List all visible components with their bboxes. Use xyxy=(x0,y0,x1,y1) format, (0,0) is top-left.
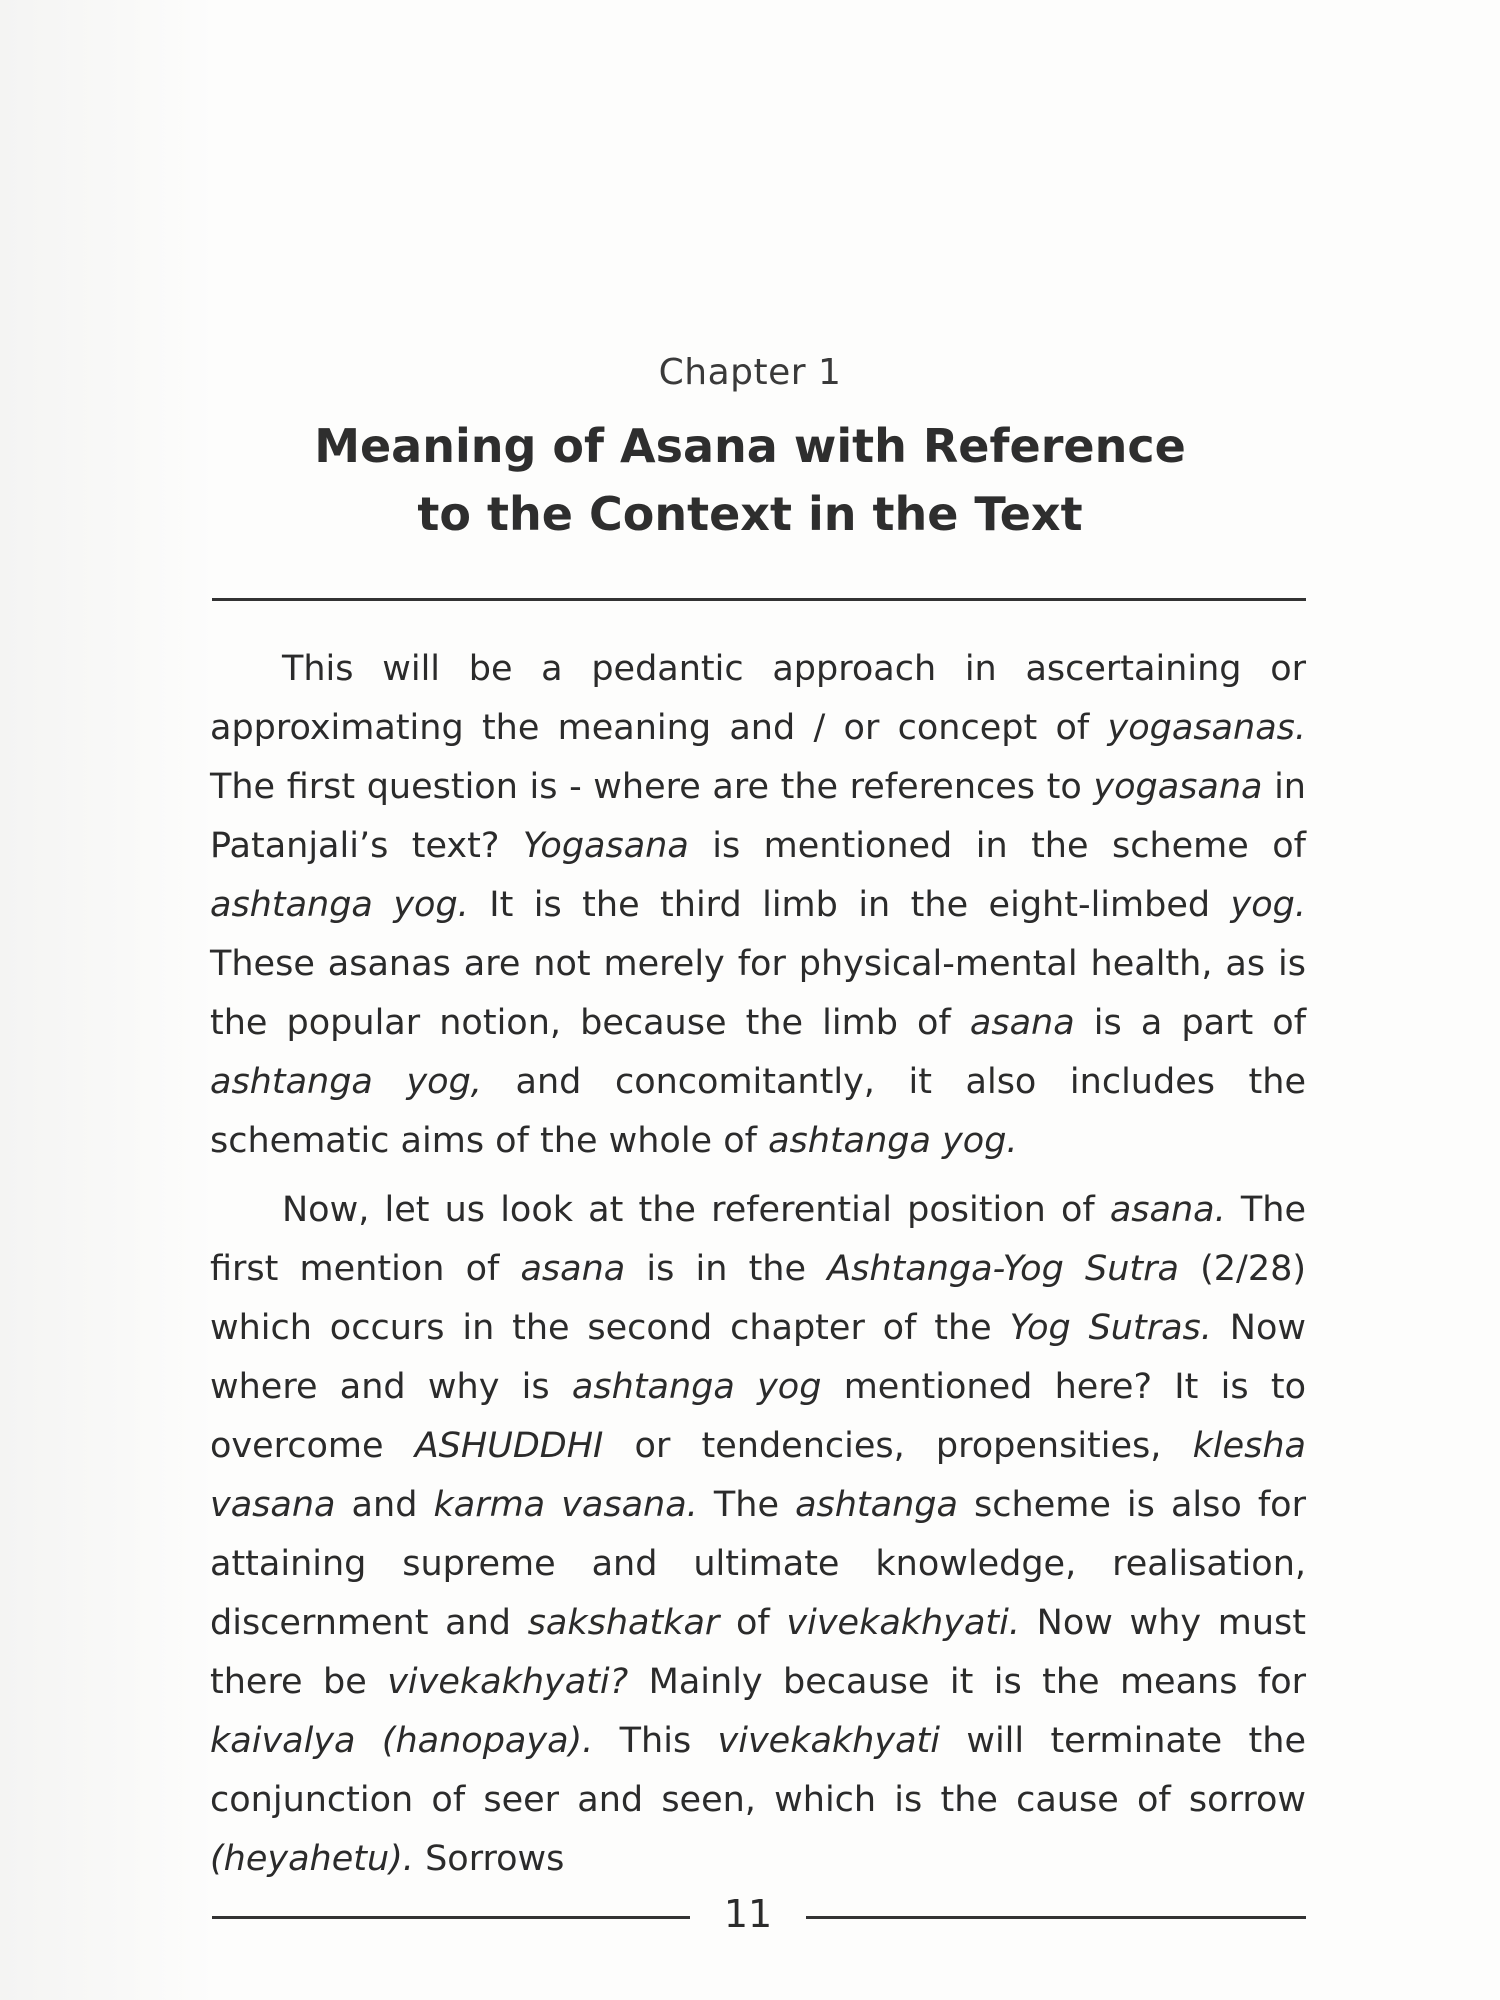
italic-term: sakshatkar xyxy=(527,1603,720,1643)
italic-term: yog. xyxy=(1230,885,1306,925)
italic-term: asana. xyxy=(1109,1190,1226,1230)
italic-term: (heyahetu). xyxy=(210,1839,414,1879)
italic-term: vivekakhyati xyxy=(717,1721,940,1761)
italic-term: asana xyxy=(520,1249,626,1289)
italic-term: ashtanga yog. xyxy=(210,885,469,925)
footer-rule-left xyxy=(212,1916,690,1919)
text-run: These asanas are not merely for physical-mental health, as is the popular notion, because the limb of xyxy=(210,944,1306,1043)
text-run: Mainly because it is the means for xyxy=(628,1662,1306,1702)
italic-term: ashtanga yog xyxy=(571,1367,822,1407)
text-run: The first question is - where are the references to xyxy=(210,767,1094,807)
chapter-title-line-1: Meaning of Asana with Reference xyxy=(314,419,1186,473)
footer-rule-right xyxy=(806,1916,1306,1919)
text-run: Now where and why is xyxy=(210,1308,1306,1407)
italic-term: yogasana xyxy=(1093,767,1263,807)
italic-term: asana xyxy=(969,1003,1075,1043)
text-run: and concomitantly, it also includes the schematic aims of the whole of xyxy=(210,1062,1306,1161)
page-gutter-shadow xyxy=(0,0,215,2000)
text-run: The first mention of xyxy=(210,1190,1306,1289)
text-run: and xyxy=(335,1485,434,1525)
italic-term: ashtanga yog, xyxy=(210,1062,482,1102)
italic-term: Yogasana xyxy=(522,826,689,866)
text-run: will terminate the conjunction of seer and seen, which is the cause of sorrow xyxy=(210,1721,1306,1820)
chapter-title-line-2: to the Context in the Text xyxy=(417,487,1083,541)
chapter-title xyxy=(300,412,1200,548)
paragraph-1 xyxy=(210,640,1306,1171)
text-run: Now why must there be xyxy=(210,1603,1306,1702)
text-run: This will be a pedantic approach in ascertaining or approximating the meaning and / or concept of xyxy=(210,649,1306,748)
text-run: of xyxy=(719,1603,787,1643)
text-run: Sorrows xyxy=(413,1839,565,1879)
page-number: 11 xyxy=(723,1892,773,1936)
text-run: or tendencies, propensities, xyxy=(603,1426,1193,1466)
text-run: is a part of xyxy=(1074,1003,1307,1043)
italic-term: kaivalya (hanopaya). xyxy=(210,1721,594,1761)
paragraph-2 xyxy=(210,1181,1306,1889)
text-run: in Patanjali’s text? xyxy=(210,767,1306,866)
italic-term: vivekakhyati. xyxy=(786,1603,1020,1643)
italic-term: Yog Sutras. xyxy=(1009,1308,1212,1348)
italic-term: Ashtanga-Yog Sutra xyxy=(827,1249,1179,1289)
text-run: mentioned here? It is to overcome xyxy=(210,1367,1306,1466)
italic-term: ashtanga xyxy=(795,1485,958,1525)
title-divider xyxy=(212,598,1306,601)
text-run: is mentioned in the scheme of xyxy=(688,826,1306,866)
text-run: (2/28) which occurs in the second chapter of the xyxy=(210,1249,1307,1348)
italic-term: karma vasana. xyxy=(433,1485,698,1525)
italic-term: ashtanga yog. xyxy=(768,1121,1018,1161)
italic-term: vivekakhyati? xyxy=(387,1662,629,1702)
text-run: This xyxy=(593,1721,718,1761)
text-run: It is the third limb in the eight-limbed xyxy=(468,885,1231,925)
italic-term: yogasanas. xyxy=(1107,708,1306,748)
text-run: Now, let us look at the referential position of xyxy=(282,1190,1110,1230)
body-text xyxy=(210,640,1306,1899)
text-run: scheme is also for attaining supreme and ultimate knowledge, realisation, discernment and xyxy=(210,1485,1306,1643)
chapter-label: Chapter 1 xyxy=(658,352,842,393)
italic-term: klesha vasana xyxy=(210,1426,1306,1525)
text-run: is in the xyxy=(625,1249,828,1289)
italic-term: ASHUDDHI xyxy=(414,1426,604,1466)
text-run: The xyxy=(697,1485,796,1525)
